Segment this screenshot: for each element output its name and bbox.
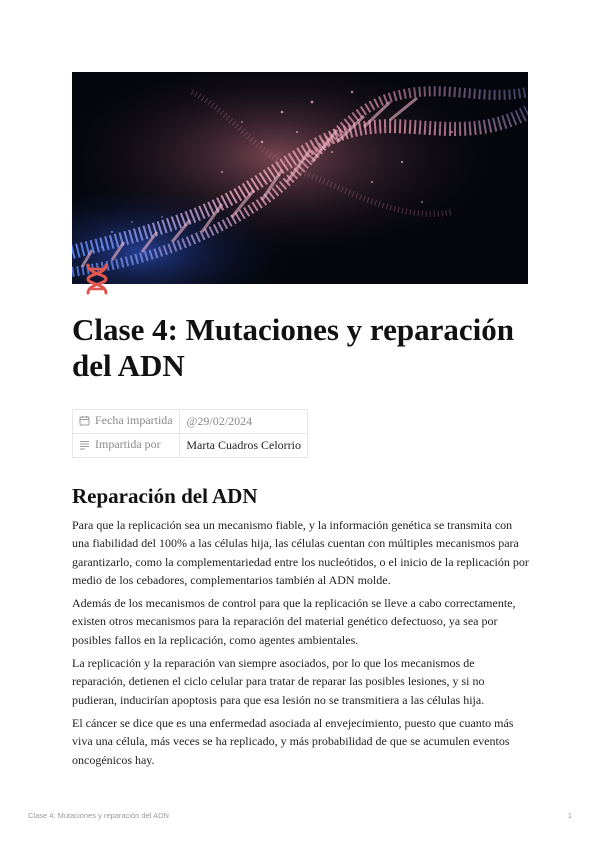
- page-footer: [28, 811, 572, 820]
- page-number: 1: [567, 811, 572, 820]
- body-text: [72, 516, 530, 774]
- paragraph: Para que la replicación sea un mecanismo fiable, y la información genética se transmita con una fiabilidad del 100% a las células hija, las células cuentan con múltiples mecanismos para garantizarlo, como la complementariedad entre los nucleótidos, o el inicio de la replicación por medio de los cebadores, complementarios también al ADN molde.: [72, 518, 529, 587]
- property-value: Marta Cuadros Celorrio: [180, 434, 308, 458]
- paragraph: El cáncer se dice que es una enfermedad asociada al envejecimiento, puesto que cuanto más viva una célula, más veces se ha replicado, y más probabilidad de que se acumulen eventos oncogénicos hay.: [72, 715, 514, 767]
- dna-helix-illustration: [72, 72, 528, 284]
- paragraph: La replicación y la reparación van siempre asociados, por lo que los mecanismos de reparación, detienen el ciclo celular para tratar de reparar las posibles lesiones, y si no pudieran, inducirían apoptosis para que esa lesión no se transmitiera a las células hija.: [72, 656, 485, 707]
- property-row-date: [73, 410, 308, 434]
- property-row-author: [73, 434, 308, 458]
- property-label: Fecha impartida: [95, 413, 173, 427]
- page-title: Clase 4: Mutaciones y reparación del ADN: [72, 312, 514, 383]
- footer-title: Clase 4: Mutaciones y reparación del ADN: [28, 811, 169, 820]
- paragraph: Además de los mecanismos de control para que la replicación se lleve a cabo correctamente, existen otros mecanismos para la reparación del material genético defectuoso, ya sea por posibles fallos en la replicación, como agentes ambientales.: [72, 596, 516, 647]
- calendar-icon: [79, 415, 90, 430]
- properties-table: [72, 409, 308, 458]
- property-value: @29/02/2024: [180, 410, 308, 434]
- section-heading: Reparación del ADN: [72, 484, 258, 508]
- property-key: [73, 410, 180, 434]
- cover-image: [72, 72, 528, 284]
- property-key: [73, 434, 180, 458]
- dna-icon: [80, 262, 114, 296]
- text-lines-icon: [79, 439, 90, 454]
- property-label: Impartida por: [95, 437, 161, 451]
